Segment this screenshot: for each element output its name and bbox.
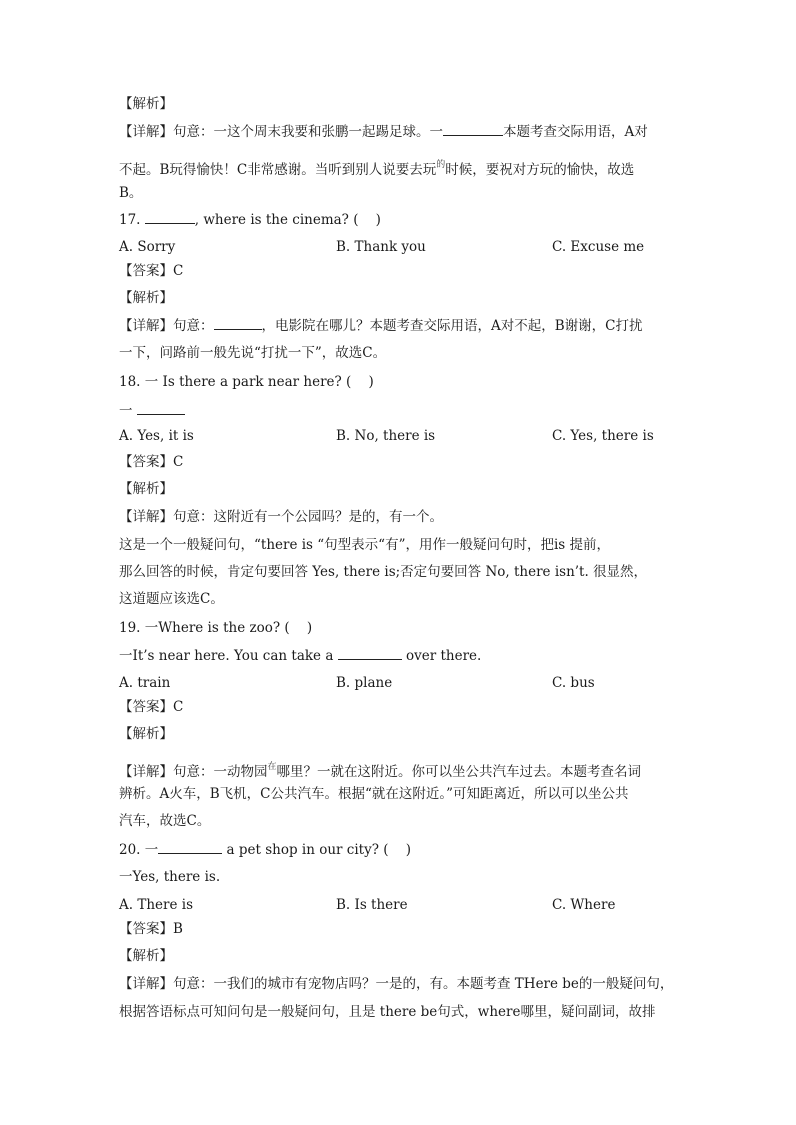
q18-detail-line-3: 那么回答的时候，肯定句要回答 Yes, there is;否定句要回答 No, there isn’t. 很显然， [119, 564, 648, 580]
answer-blank [158, 841, 222, 854]
q18-jiexi-heading: 【解析】 [119, 481, 173, 497]
q19-detail-line-3: 汽车，故选C。 [119, 813, 211, 829]
q19-stem: 19. 一Where is the zoo? ( ) [119, 620, 313, 636]
q20-detail-line-1: 【详解】句意：一我们的城市有宠物店吗？一是的，有。本题考查 THere be的一般疑问句， [119, 976, 674, 992]
q17-option-a: A. Sorry [119, 239, 176, 255]
q17-detail-line-1: 【详解】句意： ，电影院在哪儿？本题考查交际用语，A对不起，B谢谢，C打扰 [119, 318, 643, 334]
q20-option-c: C. Where [552, 897, 616, 913]
q19-reply: 一It’s near here. You can take a over there. [119, 648, 482, 664]
q18-answer: 【答案】C [119, 454, 184, 470]
q20-option-b: B. Is there [336, 897, 408, 913]
q18-detail-line-2: 这是一个一般疑问句，“there is “句型表示“有”，用作一般疑问句时，把is 提前， [119, 537, 611, 553]
q18-option-a: A. Yes, it is [119, 428, 194, 444]
q16-detail-line-2: 不起。B玩得愉快！C非常感谢。当听到别人说要去玩$^的$时候，要祝对方玩的愉快，故选 [119, 160, 635, 178]
q17-answer: 【答案】C [119, 263, 184, 279]
q19-option-b: B. plane [336, 675, 393, 691]
q19-detail-line-1: 【详解】句意：一动物园$^在$哪里？一就在这附近。你可以坐公共汽车过去。本题考查名词 [119, 762, 642, 780]
q17-option-c: C. Excuse me [552, 239, 645, 255]
q20-detail-line-2: 根据答语标点可知问句是一般疑问句，且是 there be句式，where哪里，疑问副词，故排 [119, 1004, 656, 1020]
q18-detail-line-4: 这道题应该选C。 [119, 591, 224, 607]
q19-answer: 【答案】C [119, 699, 184, 715]
q18-reply: 一 [119, 402, 185, 420]
q18-detail-line-1: 【详解】句意：这附近有一个公园吗？是的，有一个。 [119, 509, 443, 525]
answer-blank [443, 123, 503, 136]
q19-option-c: C. bus [552, 675, 595, 691]
q19-option-a: A. train [119, 675, 171, 691]
q18-stem: 18. 一 Is there a park near here? ( ) [119, 374, 374, 390]
q19-jiexi-heading: 【解析】 [119, 726, 173, 742]
q20-option-a: A. There is [119, 897, 193, 913]
q20-reply: 一Yes, there is. [119, 869, 221, 885]
q20-stem: 20. 一 a pet shop in our city? ( ) [119, 842, 411, 858]
answer-blank [137, 402, 185, 415]
q16-jiexi-heading: 【解析】 [119, 96, 173, 112]
q17-option-b: B. Thank you [336, 239, 426, 255]
q18-option-c: C. Yes, there is [552, 428, 654, 444]
q17-stem: 17. , where is the cinema? ( ) [119, 212, 381, 228]
q17-jiexi-heading: 【解析】 [119, 290, 173, 306]
answer-blank [214, 317, 262, 330]
q18-option-b: B. No, there is [336, 428, 436, 444]
q16-detail-line-3: B。 [119, 185, 143, 201]
q19-detail-line-2: 辨析。A火车，B飞机，C公共汽车。根据“就在这附近。”可知距离近，所以可以坐公共 [119, 786, 629, 802]
q17-detail-line-2: 一下，问路前一般先说“打扰一下”，故选C。 [119, 345, 387, 361]
answer-blank [145, 211, 195, 224]
q16-detail-line-1: 【详解】句意：一这个周末我要和张鹏一起踢足球。一 本题考查交际用语，A对 [119, 124, 648, 140]
q20-answer: 【答案】B [119, 921, 183, 937]
q20-jiexi-heading: 【解析】 [119, 948, 173, 964]
answer-blank [338, 647, 402, 660]
